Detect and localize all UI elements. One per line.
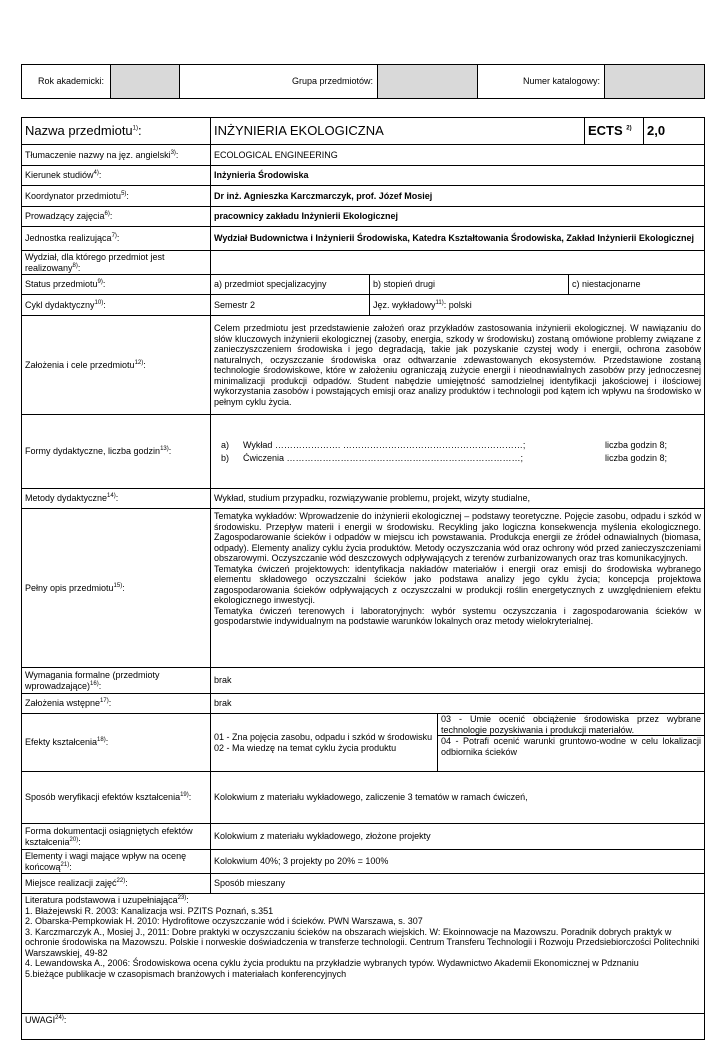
translation-row: Tłumaczenie nazwy na jęz. angielski$^{3)}$: ECOLOGICAL ENGINEERING	[22, 145, 705, 166]
wydzial-value	[211, 251, 705, 275]
zalozenia-label: Założenia i cele przedmiotu	[25, 359, 135, 370]
prowadzacy-label: Prowadzący zajęcia	[25, 211, 105, 222]
dokumentacja-row: Forma dokumentacji osiągniętych efektów kształcenia$^{20)}$: Kolokwium z materiału wykładowego, złożone projekty	[22, 824, 705, 850]
grupa-przedmiotow-label: Grupa przedmiotów:	[180, 65, 378, 99]
formy-line-wyklad: a) Wykład …………………. ……………………………………………………; liczba godzin 8;	[221, 440, 701, 451]
uwagi-label: UWAGI	[25, 1015, 56, 1025]
footnote-marker: 22)	[116, 878, 126, 885]
numer-katalogowy-value[interactable]	[605, 65, 705, 99]
footnote-marker: 1)	[132, 125, 138, 132]
course-name-label: Nazwa przedmiotu	[25, 122, 133, 138]
wstepne-label: Założenia wstępne	[25, 698, 101, 709]
uwagi-cell: UWAGI$^{24)}$:	[22, 1014, 705, 1040]
translation-label: Tłumaczenie nazwy na jęz. angielski	[25, 149, 171, 160]
footnote-marker: 3)	[170, 149, 176, 156]
wymagania-label: Wymagania formalne (przedmioty wprowadzające)	[25, 670, 160, 691]
elementy-value: Kolokwium 40%; 3 projekty po 20% = 100%	[211, 850, 705, 874]
uwagi-row	[22, 1014, 705, 1040]
literatura-item-1: 1. Błażejewski R. 2003: Kanalizacja wsi. PZITS Poznań, s.351	[25, 905, 274, 916]
efekty-row: Efekty kształcenia$^{18)}$: 01 - Zna pojęcia zasobu, odpadu i szkód w środowisku 02 - Ma wiedzę na temat cyklu życia produktu 03 - Umie ocenić obciążenie środowiska przez wybrane technologie pozyskiwania i produkcji materiałów. 04 - Potrafi ocenić warunki gruntowo-wodne w celu lokalizacji odbiornika ścieków	[22, 714, 705, 772]
prowadzacy-value: pracownicy zakładu Inżynierii Ekologicznej	[211, 207, 705, 227]
miejsce-value: Sposób mieszany	[211, 874, 705, 894]
footnote-marker: 7)	[111, 233, 117, 240]
footnote-marker: 18)	[97, 737, 106, 744]
efekty-label: Efekty kształcenia	[25, 737, 98, 748]
formy-line-cwiczenia: b) Ćwiczenia ……………………………………………………………………; liczba godzin 8;	[221, 453, 701, 464]
rok-akademicki-label: Rok akademicki:	[22, 65, 111, 99]
wymagania-value: brak	[211, 668, 705, 694]
footnote-marker: 16)	[90, 680, 99, 687]
jednostka-label: Jednostka realizująca	[25, 233, 112, 244]
kierunek-value: Inżynieria Środowiska	[211, 166, 705, 186]
footnote-marker: 2)	[626, 125, 632, 132]
literatura-row	[22, 894, 705, 1014]
elementy-label: Elementy i wagi mające wpływ na ocenę końcową	[25, 851, 187, 872]
footnote-marker: 23)	[177, 895, 187, 901]
footnote-marker: 4)	[93, 170, 99, 177]
status-label: Status przedmiotu	[25, 279, 98, 290]
footnote-marker: 8)	[72, 262, 78, 269]
metody-row: Metody dydaktyczne$^{14)}$: Wykład, studium przypadku, rozwiązywanie problemu, projekt, wizyty studialne,	[22, 489, 705, 509]
koordynator-value: Dr inż. Agnieszka Karczmarczyk, prof. Józef Mosiej	[211, 186, 705, 207]
formy-cwiczenia-hours: liczba godzin 8;	[604, 452, 667, 463]
grupa-przedmiotow-value[interactable]	[378, 65, 478, 99]
formy-label: Formy dydaktyczne, liczba godzin	[25, 446, 161, 457]
kierunek-label: Kierunek studiów	[25, 170, 94, 181]
wydzial-row: Wydział, dla którego przedmiot jest realizowany$^{8)}$:	[22, 251, 705, 275]
course-name-value: INŻYNIERIA EKOLOGICZNA	[211, 118, 585, 145]
header-table	[21, 64, 705, 99]
efekty-right	[438, 714, 705, 772]
cykl-value: Semestr 2	[211, 295, 370, 316]
status-c: c) niestacjonarne	[569, 275, 705, 295]
footnote-marker: 17)	[100, 698, 109, 705]
formy-cwiczenia-text: Ćwiczenia ……………………………………………………………………;	[243, 452, 524, 463]
miejsce-row: Miejsce realizacji zajęć$^{22)}$: Sposób mieszany	[22, 874, 705, 894]
weryfikacja-label: Sposób weryfikacji efektów kształcenia	[25, 792, 181, 803]
wymagania-row: Wymagania formalne (przedmioty wprowadzające)$^{16)}$: brak	[22, 668, 705, 694]
kierunek-row: Kierunek studiów$^{4)}$: Inżynieria Środowiska	[22, 166, 705, 186]
footnote-marker: 12)	[134, 359, 144, 366]
footnote-marker: 6)	[104, 211, 110, 218]
numer-katalogowy-label: Numer katalogowy:	[478, 65, 605, 99]
status-a: a) przedmiot specjalizacyjny	[211, 275, 370, 295]
jednostka-row: Jednostka realizująca$^{7)}$: Wydział Budownictwa i Inżynierii Środowiska, Katedra Kształtowania Środowiska, Zakład Inżynierii Ekologicznej	[22, 227, 705, 251]
koordynator-row: Koordynator przedmiotu$^{5)}$: Dr inż. Agnieszka Karczmarczyk, prof. Józef Mosiej	[22, 186, 705, 207]
rok-akademicki-value[interactable]	[111, 65, 180, 99]
opis-row: Pełny opis przedmiotu$^{15)}$: Tematyka wykładów: Wprowadzenie do inżynierii ekologicznej – podstawy teoretyczne. Pojęcie zasobu, odpadu i szkód w środowisku. Przepływ materii i energii w środowisku. Recykling jako logiczna konsekwencja myślenia ekologicznego. Zagospodarowanie ścieków i odpadów w miejscu ich powstawania. Produkcja energii ze źródeł odnawialnych (biomasa, odpady). Elementy analizy cyklu życia produktów. Metody oczyszczania wód oraz ochrony wód przed zanieczyszczeniami obszarowymi. Oczyszczanie wód deszczowych odpływających z terenów zurbanizowanych oraz tras komunikacyjnych. Tematyka ćwiczeń projektowych: identyfikacja nakładów materiałów i energii oraz emisji do środowiska wybranego elementu składowego oczyszczalni ścieków jako podstawa analizy jego cyklu życia; koncepcja projektowa zagospodarowania ścieków odpływających z oczyszczalni w produkcji roślin energetycznych z uwzględnieniem efektu ekologicznego inwestycji. Tematyka ćwiczeń terenowych i laboratoryjnych: wybór systemu oczyszczania i zagospodarowania ścieków w gospodarstwie indywidualnym na podstawie warunków lokalnych oraz metody wielokryterialnej.	[22, 509, 705, 668]
koordynator-label: Koordynator przedmiotu	[25, 190, 122, 201]
footnote-marker: 9)	[97, 279, 103, 286]
footnote-marker: 13)	[160, 446, 169, 453]
dokumentacja-value: Kolokwium z materiału wykładowego, złożone projekty	[211, 824, 705, 850]
miejsce-label: Miejsce realizacji zajęć	[25, 878, 117, 889]
wstepne-value: brak	[211, 694, 705, 714]
literatura-item-3: 3. Karczmarczyk A., Mosiej J., 2011: Dobre praktyki w oczyszczaniu ścieków na obszarach wiejskich. W: Ekoinnowacje na Mazowszu. Poradnik dobrych praktyk w ochronie środowiska na Mazowszu. Polskie i norweskie doświadczenia w transferze technologii. Centrum Transferu Technologii i Rozwoju Przedsiebiorczości Politechniki Warszawskiej, 49-82	[25, 926, 700, 958]
ects-label: ECTS	[588, 122, 623, 138]
efekty-left: 01 - Zna pojęcia zasobu, odpadu i szkód w środowisku 02 - Ma wiedzę na temat cyklu życia produktu	[211, 714, 438, 772]
efekty-04: 04 - Potrafi ocenić warunki gruntowo-wodne w celu lokalizacji odbiornika ścieków	[441, 736, 701, 757]
literatura-item-5: 5.bieżące publikacje w czasopismach branżowych i materiałach konferencyjnych	[25, 968, 347, 979]
wstepne-row: Założenia wstępne$^{17)}$: brak	[22, 694, 705, 714]
metody-label: Metody dydaktyczne	[25, 493, 108, 504]
ects-label-cell	[585, 118, 644, 145]
formy-wyklad-hours: liczba godzin 8;	[604, 440, 667, 450]
footnote-marker: 14)	[107, 493, 116, 500]
course-name-label-cell: Nazwa przedmiotu$^{1)}$:	[22, 118, 211, 145]
opis-label: Pełny opis przedmiotu	[25, 582, 114, 593]
translation-value: ECOLOGICAL ENGINEERING	[211, 145, 705, 166]
metody-value: Wykład, studium przypadku, rozwiązywanie problemu, projekt, wizyty studialne,	[211, 489, 705, 509]
status-row: Status przedmiotu$^{9)}$: a) przedmiot specjalizacyjny b) stopień drugi c) niestacjonarne	[22, 275, 705, 295]
footnote-marker: 20)	[69, 836, 79, 843]
cykl-row: Cykl dydaktyczny$^{10)}$: Semestr 2 Jęz. wykładowy$^{11)}$: polski	[22, 295, 705, 316]
zalozenia-row: Założenia i cele przedmiotu$^{12)}$: Celem przedmiotu jest przedstawienie założeń oraz przykładów zastosowania inżynierii ekologicznej. W nawiązaniu do słów kluczowych inżynierii ekologicznej (zasoby, energia, szkody w środowisku) zostaną omówione problemy związane z zanieczyszczeniem środowiska i jego degradacją, takie jak pozyskanie czystej wody i energii, ochrona zasobów naturalnych, oczyszczanie środowiska oraz odtwarzanie zdewastowanych ekosystemów. Przedstawione zostaną technologie środowiskowe, które w założeniu ograniczają zużycie energii i nieodnawialnych zasobów przy jednoczesnej minimalizacji produkcji odpadów. Student nabędzie umiejętność samodzielnej identyfikacji jakościowej i ilościowej wykorzystania zasobów i powstających emisji oraz analizy produktów i technologii pod kątem ich wpływu na środowisko w pełnym cyklu życia.	[22, 316, 705, 415]
jezyk-label: Jęz. wykładowy	[373, 299, 436, 310]
cykl-label: Cykl dydaktyczny	[25, 299, 95, 310]
footnote-marker: 10)	[94, 299, 104, 306]
formy-row: Formy dydaktyczne, liczba godzin$^{13)}$: a) Wykład …………………. ……………………………………………………; liczba godzin 8; b) Ćwiczenia ……………………………………………………………………; liczba godzin 8;	[22, 415, 705, 489]
zalozenia-value: Celem przedmiotu jest przedstawienie założeń oraz przykładów zastosowania inżynierii ekologicznej. W nawiązaniu do słów kluczowych inżynierii ekologicznej (zasoby, energia, szkody w środowisku) zostaną omówione problemy związane z zanieczyszczeniem środowiska i jego degradacją, takie jak pozyskanie czystej wody i energii, ochrona zasobów naturalnych, oczyszczanie środowiska oraz odtwarzanie zdewastowanych ekosystemów. Przedstawione zostaną technologie środowiskowe, które w założeniu ograniczają zużycie energii i nieodnawialnych zasobów przy jednoczesnej minimalizacji produkcji odpadów. Student nabędzie umiejętność samodzielnej identyfikacji jakościowej i ilościowej wykorzystania zasobów i powstających emisji oraz analizy produktów i technologii pod kątem ich wpływu na środowisko w pełnym cyklu życia.	[211, 316, 705, 415]
jezyk-cell	[370, 295, 705, 316]
efekty-03: 03 - Umie ocenić obciążenie środowiska przez wybrane technologie pozyskiwania i produkcji materiałów.	[438, 714, 704, 736]
literatura-title: Literatura podstawowa i uzupełniająca$^{23)}$:	[25, 895, 189, 905]
course-details-table	[21, 144, 705, 1040]
jezyk-value: : polski	[443, 299, 472, 310]
footnote-marker: 11)	[435, 299, 444, 306]
jednostka-value: Wydział Budownictwa i Inżynierii Środowiska, Katedra Kształtowania Środowiska, Zakład Inżynierii Ekologicznej	[211, 227, 705, 251]
literatura-item-2: 2. Obarska-Pempkowiak H. 2010: Hydrofitowe oczyszczanie wód i ścieków. PWN Warszawa, s. 307	[25, 916, 423, 926]
literatura-cell	[22, 894, 705, 1014]
course-name-table	[21, 117, 705, 145]
prowadzacy-row: Prowadzący zajęcia$^{6)}$: pracownicy zakładu Inżynierii Ekologicznej	[22, 207, 705, 227]
elementy-row: Elementy i wagi mające wpływ na ocenę końcową$^{21)}$: Kolokwium 40%; 3 projekty po 20% = 100%	[22, 850, 705, 874]
footnote-marker: 21)	[60, 861, 70, 868]
wydzial-label: Wydział, dla którego przedmiot jest realizowany	[25, 252, 165, 273]
dokumentacja-label: Forma dokumentacji osiągniętych efektów kształcenia	[25, 826, 193, 847]
ects-value: 2,0	[644, 118, 705, 145]
status-b: b) stopień drugi	[370, 275, 569, 295]
weryfikacja-row: Sposób weryfikacji efektów kształcenia$^{19)}$: Kolokwium z materiału wykładowego, zaliczenie 3 tematów w ramach ćwiczeń,	[22, 772, 705, 824]
formy-wyklad-text: Wykład …………………. ……………………………………………………;	[243, 440, 526, 450]
literatura-item-4: 4. Lewandowska A., 2006: Środowiskowa ocena cyklu życia produktu na przykładzie wybranych typów. Wydawnictwo Akademii Ekonomicznej w Pdznaniu	[25, 958, 639, 968]
formy-value	[211, 415, 705, 489]
weryfikacja-value: Kolokwium z materiału wykładowego, zaliczenie 3 tematów w ramach ćwiczeń,	[211, 772, 705, 824]
footnote-marker: 15)	[113, 582, 123, 589]
footnote-marker: 5)	[121, 190, 127, 197]
footnote-marker: 19)	[180, 792, 189, 799]
footnote-marker: 24)	[55, 1015, 64, 1021]
opis-value: Tematyka wykładów: Wprowadzenie do inżynierii ekologicznej – podstawy teoretyczne. Pojęcie zasobu, odpadu i szkód w środowisku. Przepływ materii i energii w środowisku. Recykling jako logiczna konsekwencja myślenia ekologicznego. Zagospodarowanie ścieków i odpadów w miejscu ich powstawania. Produkcja energii ze źródeł odnawialnych (biomasa, odpady). Elementy analizy cyklu życia produktów. Metody oczyszczania wód oraz ochrony wód przed zanieczyszczeniami obszarowymi. Oczyszczanie wód deszczowych odpływających z terenów zurbanizowanych oraz tras komunikacyjnych. Tematyka ćwiczeń projektowych: identyfikacja nakładów materiałów i energii oraz emisji do środowiska wybranego elementu składowego oczyszczalni ścieków jako podstawa analizy jego cyklu życia; koncepcja projektowa zagospodarowania ścieków odpływających z oczyszczalni w produkcji roślin energetycznych z uwzględnieniem efektu ekologicznego inwestycji. Tematyka ćwiczeń terenowych i laboratoryjnych: wybór systemu oczyszczania i zagospodarowania ścieków w gospodarstwie indywidualnym na podstawie warunków lokalnych oraz metody wielokryterialnej.	[211, 509, 705, 668]
